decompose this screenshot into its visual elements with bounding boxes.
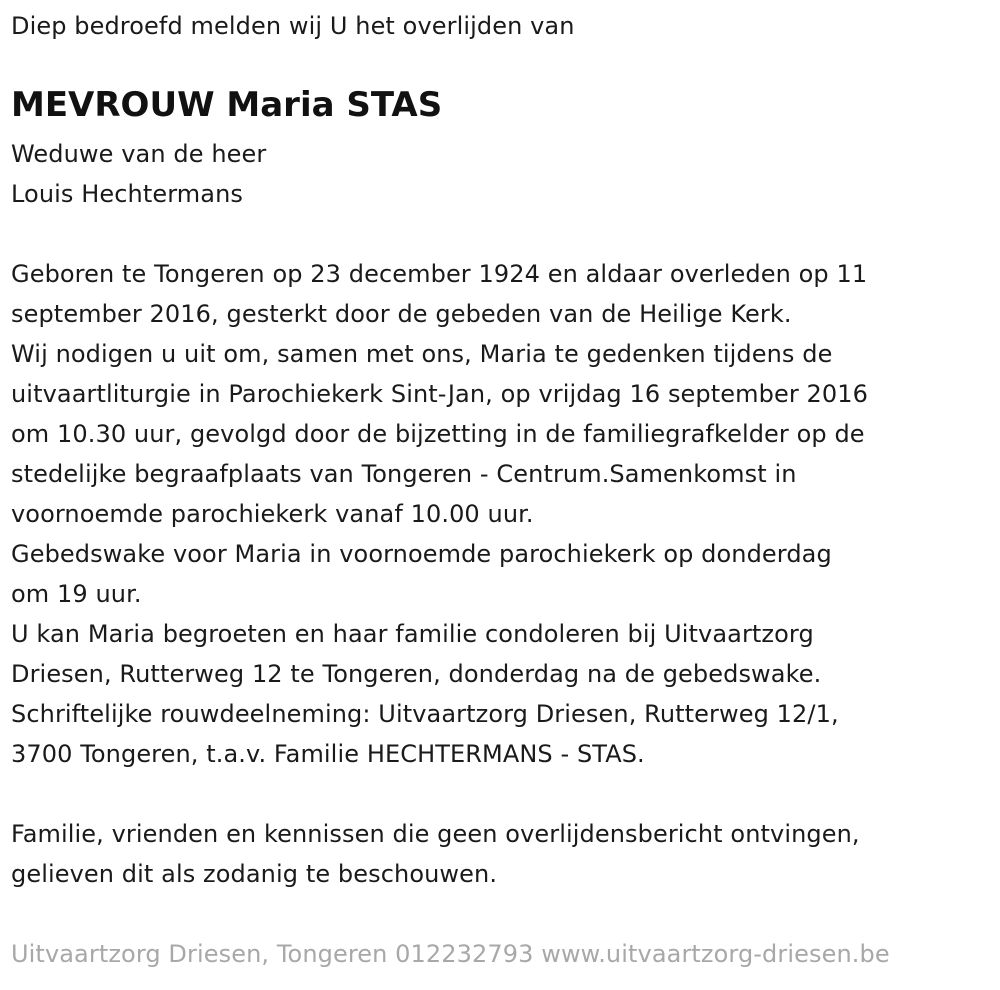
body-line: Wij nodigen u uit om, samen met ons, Maria te gedenken tijdens de bbox=[11, 340, 833, 368]
body-line: Geboren te Tongeren op 23 december 1924 en aldaar overleden op 11 bbox=[11, 260, 868, 288]
spouse-block bbox=[11, 134, 266, 214]
body-line: om 10.30 uur, gevolgd door de bijzetting in de familiegrafkelder op de bbox=[11, 420, 865, 448]
body-line: Driesen, Rutterweg 12 te Tongeren, donderdag na de gebedswake. bbox=[11, 660, 822, 688]
body-line: U kan Maria begroeten en haar familie condoleren bij Uitvaartzorg bbox=[11, 620, 814, 648]
closing-line: Familie, vrienden en kennissen die geen overlijdensbericht ontvingen, bbox=[11, 820, 860, 848]
deceased-name: MEVROUW Maria STAS bbox=[11, 85, 443, 125]
body-line: uitvaartliturgie in Parochiekerk Sint-Jan, op vrijdag 16 september 2016 bbox=[11, 380, 868, 408]
closing-line: gelieven dit als zodanig te beschouwen. bbox=[11, 860, 498, 888]
funeral-home-footer: Uitvaartzorg Driesen, Tongeren 012232793 www.uitvaartzorg-driesen.be bbox=[11, 940, 890, 968]
body-line: Gebedswake voor Maria in voornoemde parochiekerk op donderdag bbox=[11, 540, 832, 568]
spouse-line: Weduwe van de heer bbox=[11, 140, 267, 168]
intro-text: Diep bedroefd melden wij U het overlijden van bbox=[11, 12, 575, 40]
notice-body bbox=[11, 254, 868, 774]
body-line: stedelijke begraafplaats van Tongeren - Centrum.Samenkomst in bbox=[11, 460, 797, 488]
body-line: om 19 uur. bbox=[11, 580, 142, 608]
closing-block bbox=[11, 814, 860, 894]
body-line: Schriftelijke rouwdeelneming: Uitvaartzorg Driesen, Rutterweg 12/1, bbox=[11, 700, 839, 728]
body-line: 3700 Tongeren, t.a.v. Familie HECHTERMANS - STAS. bbox=[11, 740, 645, 768]
spouse-line: Louis Hechtermans bbox=[11, 180, 243, 208]
body-line: voornoemde parochiekerk vanaf 10.00 uur. bbox=[11, 500, 534, 528]
body-line: september 2016, gesterkt door de gebeden van de Heilige Kerk. bbox=[11, 300, 792, 328]
